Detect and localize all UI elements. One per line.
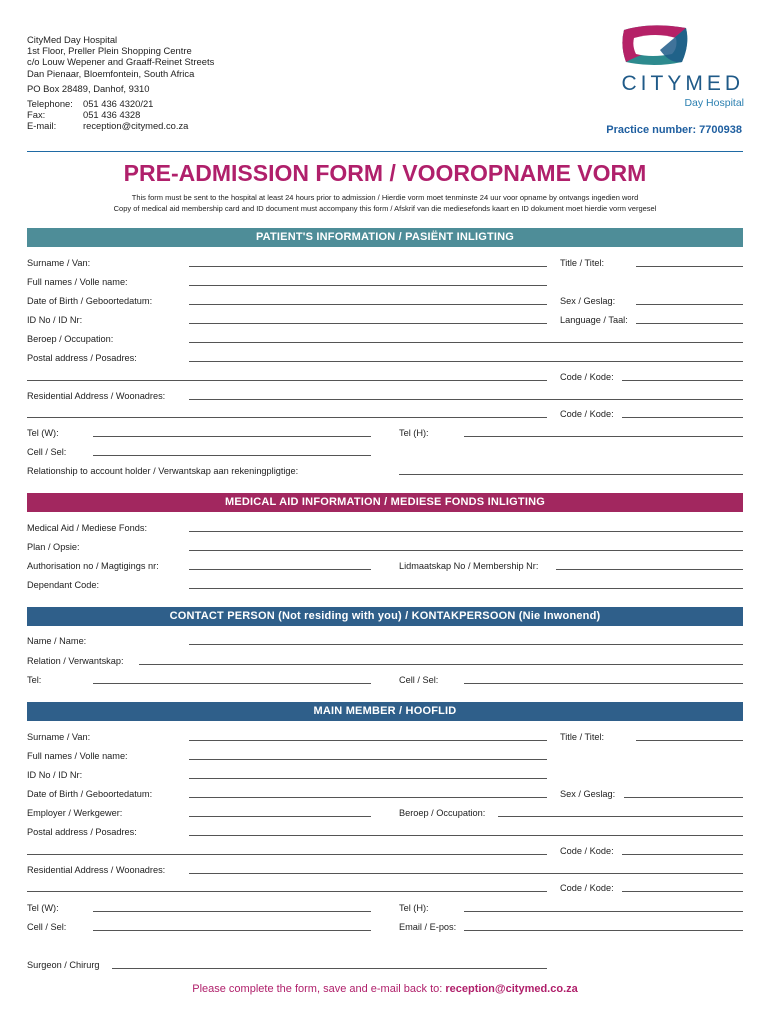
member-tel-work-label: Tel (W): (27, 903, 59, 913)
patient-cell-label: Cell / Sel: (27, 447, 67, 457)
member-surname-field[interactable] (189, 740, 547, 741)
member-surname-label: Surname / Van: (27, 732, 91, 742)
contact-name-label: Name / Name: (27, 636, 87, 646)
medical-plan-label: Plan / Opsie: (27, 542, 80, 552)
contact-name-field[interactable] (189, 644, 743, 645)
patient-postal-code-label: Code / Kode: (560, 372, 614, 382)
member-tel-work-field[interactable] (93, 911, 371, 912)
member-tel-home-label: Tel (H): (399, 903, 429, 913)
medical-fund-field[interactable] (189, 531, 743, 532)
member-residential-field[interactable] (189, 873, 743, 874)
member-tel-home-field[interactable] (464, 911, 743, 912)
member-title-label: Title / Titel: (560, 732, 605, 742)
patient-occupation-label: Beroep / Occupation: (27, 334, 114, 344)
patient-tel-home-field[interactable] (464, 436, 743, 437)
patient-title-label: Title / Titel: (560, 258, 605, 268)
page-title: PRE-ADMISSION FORM / VOOROPNAME VORM (123, 160, 647, 186)
logo-sub-text: Day Hospital (684, 97, 744, 109)
patient-relationship-label: Relationship to account holder / Verwantskap aan rekeningpligtige: (27, 466, 299, 476)
member-sex-label: Sex / Geslag: (560, 789, 616, 799)
member-postal-code-label: Code / Kode: (560, 846, 614, 856)
patient-sex-label: Sex / Geslag: (560, 296, 616, 306)
member-cell-label: Cell / Sel: (27, 922, 67, 932)
address-line: Dan Pienaar, Bloemfontein, South Africa (27, 67, 195, 79)
patient-residential-line2-field[interactable] (27, 417, 547, 418)
patient-dob-field[interactable] (189, 304, 547, 305)
contact-tel-field[interactable] (93, 683, 371, 684)
member-residential-code-label: Code / Kode: (560, 883, 614, 893)
logo-emblem-icon (620, 22, 692, 68)
surgeon-field[interactable] (112, 968, 547, 969)
patient-residential-code-label: Code / Kode: (560, 409, 614, 419)
medical-membership-field[interactable] (556, 569, 743, 570)
footer-email-link[interactable]: reception@citymed.co.za (445, 983, 578, 995)
surgeon-label: Surgeon / Chirurg (27, 960, 100, 970)
patient-language-label: Language / Taal: (560, 315, 628, 325)
medical-auth-field[interactable] (189, 569, 371, 570)
member-employer-label: Employer / Werkgewer: (27, 808, 123, 818)
main-member-header: MAIN MEMBER / HOOFLID (27, 702, 743, 721)
contact-relation-field[interactable] (139, 664, 743, 665)
medical-plan-field[interactable] (189, 550, 743, 551)
contact-cell-label: Cell / Sel: (399, 675, 439, 685)
patient-postal-line2-field[interactable] (27, 380, 547, 381)
member-cell-field[interactable] (93, 930, 371, 931)
patient-tel-work-field[interactable] (93, 436, 371, 437)
patient-occupation-field[interactable] (189, 342, 743, 343)
member-residential-line2-field[interactable] (27, 891, 547, 892)
member-postal-label: Postal address / Posadres: (27, 827, 137, 837)
patient-surname-field[interactable] (189, 266, 547, 267)
member-email-label: Email / E-pos: (399, 922, 457, 932)
medical-aid-header: MEDICAL AID INFORMATION / MEDIESE FONDS INLIGTING (27, 493, 743, 512)
patient-sex-field[interactable] (636, 304, 743, 305)
footer-instruction (0, 983, 770, 995)
practice-number: Practice number: 7700938 (606, 124, 742, 136)
fax-value: 051 436 4328 (83, 109, 141, 121)
patient-relationship-field[interactable] (399, 474, 743, 475)
patient-tel-home-label: Tel (H): (399, 428, 429, 438)
patient-language-field[interactable] (636, 323, 743, 324)
member-postal-line2-field[interactable] (27, 854, 547, 855)
form-instructions: This form must be sent to the hospital at least 24 hours prior to admission / Hierdie vorm moet tenminste 24 uur voor opname by ontvangs ingedien word Copy of medical aid membership card and ID document must accompany this form / Afskrif van die mediesefonds kaart en ID dokument moet hierdie vorm vergesel (113, 193, 657, 213)
address-line: c/o Louw Wepener and Graaff-Reinet Streets (27, 56, 215, 68)
member-residential-label: Residential Address / Woonadres: (27, 865, 166, 875)
member-email-field[interactable] (464, 930, 743, 931)
member-employer-field[interactable] (189, 816, 371, 817)
patient-residential-code-field[interactable] (622, 417, 743, 418)
member-id-label: ID No / ID Nr: (27, 770, 83, 780)
patient-dob-label: Date of Birth / Geboortedatum: (27, 296, 153, 306)
hospital-address-block (27, 34, 214, 132)
patient-surname-label: Surname / Van: (27, 258, 91, 268)
patient-title-field[interactable] (636, 266, 743, 267)
member-dob-label: Date of Birth / Geboortedatum: (27, 789, 153, 799)
hospital-name: CityMed Day Hospital (27, 34, 118, 45)
member-sex-field[interactable] (624, 797, 743, 798)
member-fullnames-field[interactable] (189, 759, 547, 760)
contact-relation-label: Relation / Verwantskap: (27, 656, 124, 666)
medical-fund-label: Medical Aid / Mediese Fonds: (27, 523, 148, 533)
medical-dependant-label: Dependant Code: (27, 580, 100, 590)
patient-tel-work-label: Tel (W): (27, 428, 59, 438)
patient-postal-field[interactable] (189, 361, 743, 362)
medical-auth-label: Authorisation no / Magtigings nr: (27, 561, 159, 571)
patient-info-header: PATIENT'S INFORMATION / PASIËNT INLIGTING (27, 228, 743, 247)
contact-cell-field[interactable] (464, 683, 743, 684)
po-box: PO Box 28489, Danhof, 9310 (27, 82, 150, 94)
citymed-logo (574, 22, 744, 112)
patient-residential-field[interactable] (189, 399, 743, 400)
patient-postal-label: Postal address / Posadres: (27, 353, 137, 363)
contact-person-header: CONTACT PERSON (Not residing with you) / KONTAKPERSOON (Nie Inwonend) (27, 607, 743, 626)
contact-tel-label: Tel: (27, 675, 42, 685)
medical-dependant-field[interactable] (189, 588, 743, 589)
footer-text: Please complete the form, save and e-mail back to: (192, 983, 443, 995)
patient-residential-label: Residential Address / Woonadres: (27, 391, 166, 401)
email-row: E-mail: reception@citymed.co.za (27, 120, 189, 132)
patient-id-label: ID No / ID Nr: (27, 315, 83, 325)
email-value: reception@citymed.co.za (83, 120, 189, 132)
patient-cell-field[interactable] (93, 455, 371, 456)
member-residential-code-field[interactable] (622, 891, 743, 892)
patient-fullnames-field[interactable] (189, 285, 547, 286)
member-occupation-label: Beroep / Occupation: (399, 808, 486, 818)
fax-row: Fax: 051 436 4328 (27, 109, 141, 121)
patient-postal-code-field[interactable] (622, 380, 743, 381)
medical-membership-label: Lidmaatskap No / Membership Nr: (399, 561, 539, 571)
header-divider (27, 151, 743, 152)
patient-id-field[interactable] (189, 323, 547, 324)
patient-fullnames-label: Full names / Volle name: (27, 277, 128, 287)
member-occupation-field[interactable] (498, 816, 743, 817)
logo-brand-text: CITYMED (621, 72, 744, 95)
member-title-field[interactable] (636, 740, 743, 741)
member-postal-field[interactable] (189, 835, 743, 836)
member-fullnames-label: Full names / Volle name: (27, 751, 128, 761)
address-line: 1st Floor, Preller Plein Shopping Centre (27, 45, 192, 57)
member-dob-field[interactable] (189, 797, 547, 798)
member-id-field[interactable] (189, 778, 547, 779)
telephone-row: Telephone: 051 436 4320/21 (27, 98, 154, 110)
telephone-value: 051 436 4320/21 (83, 98, 154, 110)
member-postal-code-field[interactable] (622, 854, 743, 855)
